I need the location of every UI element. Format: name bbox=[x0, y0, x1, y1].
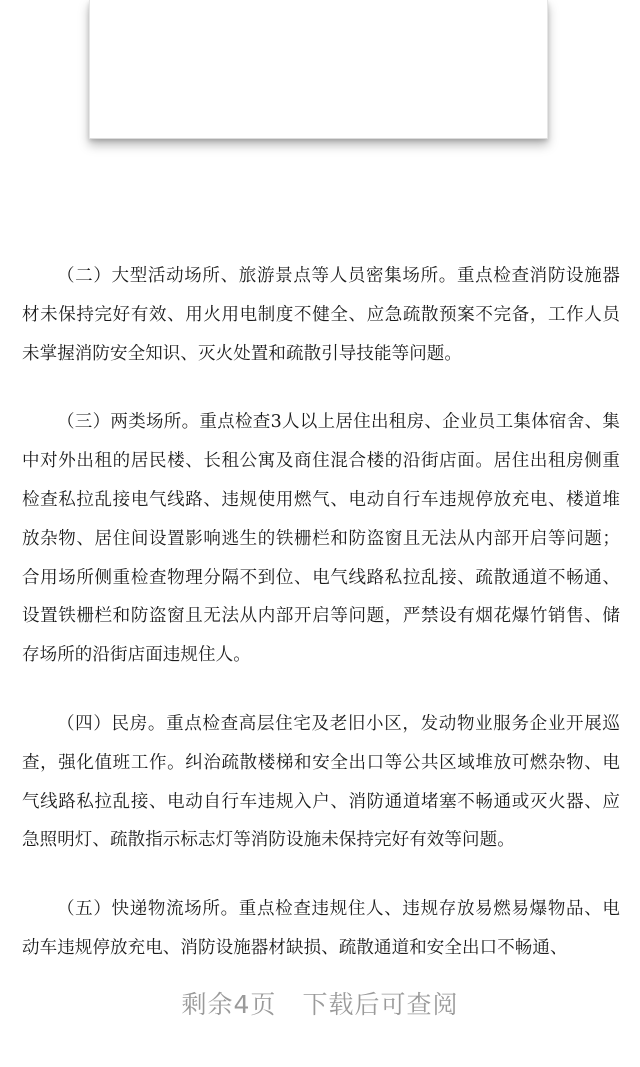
download-prompt[interactable] bbox=[0, 985, 640, 1021]
previous-page-card bbox=[89, 0, 548, 139]
paragraph-section-5: （五）快递物流场所。重点检查违规住人、违规存放易燃易爆物品、电动车违规停放充电、消防设施器材缺损、疏散通道和安全出口不畅通、 bbox=[22, 899, 620, 958]
paragraph-section-3: （三）两类场所。重点检查3人以上居住出租房、企业员工集体宿舍、集中对外出租的居民楼、长租公寓及商住混合楼的沿街店面。居住出租房侧重检查私拉乱接电气线路、违规使用燃气、电动自行车违规停放充电、楼道堆放杂物、居住间设置影响逃生的铁栅栏和防盗窗且无法从内部开启等问题；合用场所侧重检查物理分隔不到位、电气线路私拉乱接、疏散通道不畅通、设置铁栅栏和防盗窗且无法从内部开启等问题，严禁设有烟花爆竹销售、储存场所的沿街店面违规住人。 bbox=[22, 412, 620, 666]
download-to-view-label[interactable]: 下载后可查阅 bbox=[302, 990, 459, 1019]
document-body bbox=[22, 257, 620, 968]
paragraph-section-4: （四）民房。重点检查高层住宅及老旧小区，发动物业服务企业开展巡查，强化值班工作。纠治疏散楼梯和安全出口等公共区域堆放可燃杂物、电气线路私拉乱接、电动自行车违规入户、消防通道堵塞不畅通或灭火器、应急照明灯、疏散指示标志灯等消防设施未保持完好有效等问题。 bbox=[22, 713, 620, 851]
paragraph-section-2: （二）大型活动场所、旅游景点等人员密集场所。重点检查消防设施器材未保持完好有效、用火用电制度不健全、应急疏散预案不完备，工作人员未掌握消防安全知识、灭火处置和疏散引导技能等问题。 bbox=[22, 266, 620, 364]
remaining-pages-label[interactable]: 剩余4页 bbox=[181, 990, 277, 1019]
